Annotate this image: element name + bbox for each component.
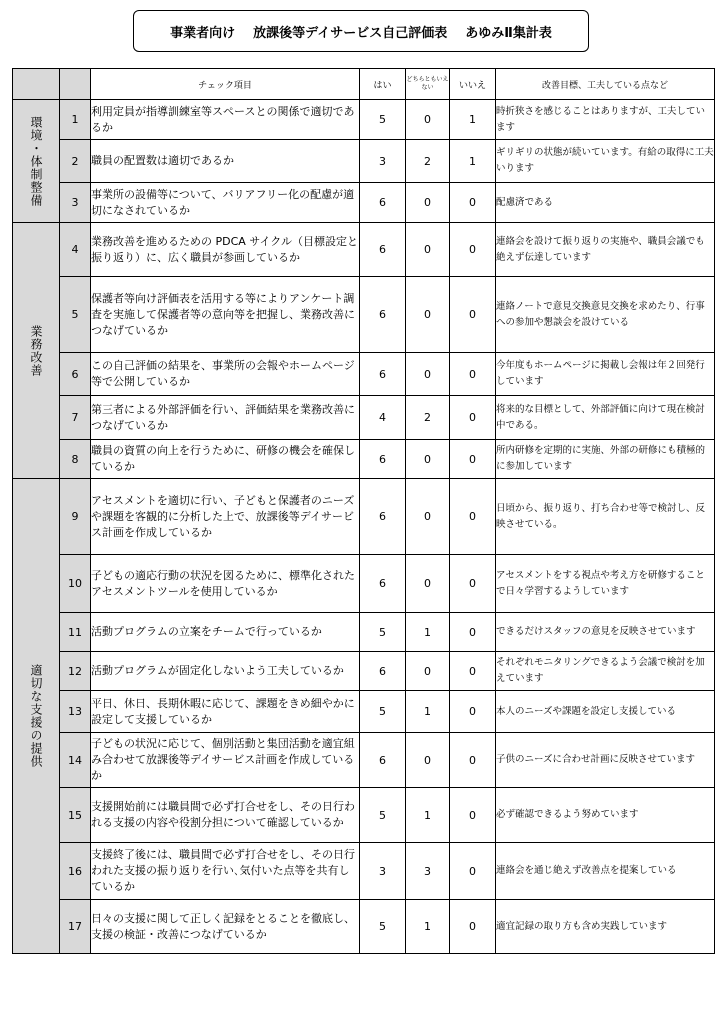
neither-count: 0: [406, 440, 450, 479]
item-number: 10: [60, 555, 91, 613]
yes-count: 6: [360, 555, 406, 613]
category-header: [13, 69, 60, 100]
no-count: 0: [450, 733, 496, 788]
improvement-note: 所内研修を定期的に実施、外部の研修にも積極的に参加しています: [496, 440, 715, 479]
table-row: [13, 843, 715, 900]
no-count: 0: [450, 223, 496, 277]
yes-count: 5: [360, 100, 406, 140]
yes-count: 6: [360, 733, 406, 788]
table-row: [13, 691, 715, 733]
check-item-text: この自己評価の結果を、事業所の会報やホームページ等で公開しているか: [91, 353, 360, 396]
table-row: [13, 440, 715, 479]
no-count: 0: [450, 788, 496, 843]
improvement-note: それぞれモニタリングできるよう会議で検討を加えています: [496, 652, 715, 691]
no-count: 0: [450, 691, 496, 733]
neither-count: 2: [406, 140, 450, 183]
yes-count: 4: [360, 396, 406, 440]
number-header: [60, 69, 91, 100]
yes-count: 6: [360, 353, 406, 396]
table-row: [13, 277, 715, 353]
item-number: 3: [60, 183, 91, 223]
neither-count: 3: [406, 843, 450, 900]
item-number: 7: [60, 396, 91, 440]
no-count: 0: [450, 440, 496, 479]
table-row: [13, 788, 715, 843]
table-row: [13, 353, 715, 396]
improvement-note: できるだけスタッフの意見を反映させています: [496, 613, 715, 652]
table-row: [13, 223, 715, 277]
evaluation-table: [12, 68, 715, 954]
neither-header: どちらともいえない: [406, 69, 450, 100]
check-item-text: 活動プログラムの立案をチームで行っているか: [91, 613, 360, 652]
improvement-note: ギリギリの状態が続いています。有給の取得に工夫いります: [496, 140, 715, 183]
check-item-text: 平日、休日、長期休暇に応じて、課題をきめ細やかに設定して支援しているか: [91, 691, 360, 733]
improvement-note: 連絡ノートで意見交換意見交換を求めたり、行事への参加や懇談会を設けている: [496, 277, 715, 353]
no-count: 0: [450, 843, 496, 900]
neither-count: 0: [406, 555, 450, 613]
improvement-note: 今年度もホームページに掲載し会報は年２回発行しています: [496, 353, 715, 396]
neither-count: 0: [406, 652, 450, 691]
item-number: 14: [60, 733, 91, 788]
neither-count: 0: [406, 733, 450, 788]
improvement-note: 適宜記録の取り方も含め実践しています: [496, 900, 715, 954]
neither-count: 1: [406, 900, 450, 954]
table-row: [13, 183, 715, 223]
yes-count: 6: [360, 183, 406, 223]
no-count: 0: [450, 652, 496, 691]
improvement-note: 本人のニーズや課題を設定し支援している: [496, 691, 715, 733]
check-item-text: 子どもの適応行動の状況を図るために、標準化されたアセスメントツールを使用しているか: [91, 555, 360, 613]
item-number: 2: [60, 140, 91, 183]
item-number: 1: [60, 100, 91, 140]
notes-header: 改善目標、工夫している点など: [496, 69, 715, 100]
check-item-text: 業務改善を進めるための PDCA サイクル（目標設定と振り返り）に、広く職員が参画しているか: [91, 223, 360, 277]
category-label: 環境・体制整備: [29, 115, 43, 207]
check-item-text: 保護者等向け評価表を活用する等によりアンケート調査を実施して保護者等の意向等を把握し、業務改善につなげているか: [91, 277, 360, 353]
no-count: 0: [450, 613, 496, 652]
no-count: 0: [450, 183, 496, 223]
table-row: [13, 140, 715, 183]
neither-count: 1: [406, 788, 450, 843]
check-item-text: 利用定員が指導訓練室等スペースとの関係で適切であるか: [91, 100, 360, 140]
item-number: 15: [60, 788, 91, 843]
no-count: 0: [450, 396, 496, 440]
neither-count: 0: [406, 223, 450, 277]
yes-count: 6: [360, 479, 406, 555]
no-count: 0: [450, 353, 496, 396]
neither-count: 2: [406, 396, 450, 440]
check-item-text: 支援終了後には、職員間で必ず打合せをし、その日行われた支援の振り返りを行い､気付いた点等を共有しているか: [91, 843, 360, 900]
no-count: 0: [450, 277, 496, 353]
neither-count: 0: [406, 183, 450, 223]
table-row: [13, 900, 715, 954]
item-number: 11: [60, 613, 91, 652]
check-item-text: 日々の支援に関して正しく記録をとることを徹底し、支援の検証・改善につなげているか: [91, 900, 360, 954]
item-number: 16: [60, 843, 91, 900]
table-row: [13, 652, 715, 691]
neither-count: 0: [406, 277, 450, 353]
yes-count: 3: [360, 140, 406, 183]
yes-count: 5: [360, 900, 406, 954]
yes-count: 6: [360, 277, 406, 353]
table-body: [13, 100, 715, 954]
improvement-note: 連絡会を設けて振り返りの実施や、職員会議でも絶えず伝達しています: [496, 223, 715, 277]
check-item-text: 活動プログラムが固定化しないよう工夫しているか: [91, 652, 360, 691]
neither-count: 1: [406, 691, 450, 733]
check-item-text: 支援開始前には職員間で必ず打合せをし、その日行われる支援の内容や役割分担について確認しているか: [91, 788, 360, 843]
item-number: 17: [60, 900, 91, 954]
item-number: 5: [60, 277, 91, 353]
yes-header: はい: [360, 69, 406, 100]
item-number: 13: [60, 691, 91, 733]
neither-count: 0: [406, 353, 450, 396]
yes-count: 3: [360, 843, 406, 900]
table-row: [13, 479, 715, 555]
document-title: [133, 10, 589, 52]
yes-count: 6: [360, 652, 406, 691]
no-header: いいえ: [450, 69, 496, 100]
no-count: 1: [450, 100, 496, 140]
neither-count: 1: [406, 613, 450, 652]
item-number: 9: [60, 479, 91, 555]
neither-count: 0: [406, 479, 450, 555]
check-item-text: 子どもの状況に応じて、個別活動と集団活動を適宜組み合わせて放課後等デイサービス計画を作成しているか: [91, 733, 360, 788]
item-number: 12: [60, 652, 91, 691]
check-item-text: 職員の資質の向上を行うために、研修の機会を確保しているか: [91, 440, 360, 479]
table-row: [13, 100, 715, 140]
yes-count: 6: [360, 440, 406, 479]
improvement-note: 将来的な目標として、外部評価に向けて現在検討中である。: [496, 396, 715, 440]
title-form-name: 放課後等デイサービス自己評価表: [253, 25, 448, 41]
improvement-note: アセスメントをする視点や考え方を研修することで日々学習するようしています: [496, 555, 715, 613]
category-cell: [13, 479, 60, 954]
check-item-text: 第三者による外部評価を行い、評価結果を業務改善につなげているか: [91, 396, 360, 440]
item-number: 4: [60, 223, 91, 277]
no-count: 0: [450, 900, 496, 954]
yes-count: 6: [360, 223, 406, 277]
check-item-text: 職員の配置数は適切であるか: [91, 140, 360, 183]
check-item-text: アセスメントを適切に行い、子どもと保護者のニーズや課題を客観的に分析した上で、放課後等デイサービス計画を作成しているか: [91, 479, 360, 555]
improvement-note: 必ず確認できるよう努めています: [496, 788, 715, 843]
table-row: [13, 396, 715, 440]
table-row: [13, 733, 715, 788]
table-row: [13, 555, 715, 613]
no-count: 0: [450, 479, 496, 555]
no-count: 0: [450, 555, 496, 613]
title-audience: 事業者向け: [170, 25, 236, 41]
improvement-note: 子供のニーズに合わせ計画に反映させています: [496, 733, 715, 788]
yes-count: 5: [360, 613, 406, 652]
yes-count: 5: [360, 691, 406, 733]
category-label: 業務改善: [29, 324, 43, 377]
table-row: [13, 613, 715, 652]
item-number: 8: [60, 440, 91, 479]
check-item-text: 事業所の設備等について、バリアフリー化の配慮が適切になされているか: [91, 183, 360, 223]
improvement-note: 時折狭さを感じることはありますが、工夫しています: [496, 100, 715, 140]
item-number: 6: [60, 353, 91, 396]
neither-count: 0: [406, 100, 450, 140]
category-cell: [13, 100, 60, 223]
no-count: 1: [450, 140, 496, 183]
improvement-note: 連絡会を通じ絶えず改善点を提案している: [496, 843, 715, 900]
improvement-note: 配慮済である: [496, 183, 715, 223]
check-item-header: チェック項目: [91, 69, 360, 100]
category-label: 適切な支援の提供: [29, 664, 43, 768]
improvement-note: 日頃から、振り返り、打ち合わせ等で検討し、反映させている。: [496, 479, 715, 555]
title-facility: あゆみⅡ集計表: [465, 25, 552, 41]
category-cell: [13, 223, 60, 479]
yes-count: 5: [360, 788, 406, 843]
header-row: [13, 69, 715, 100]
